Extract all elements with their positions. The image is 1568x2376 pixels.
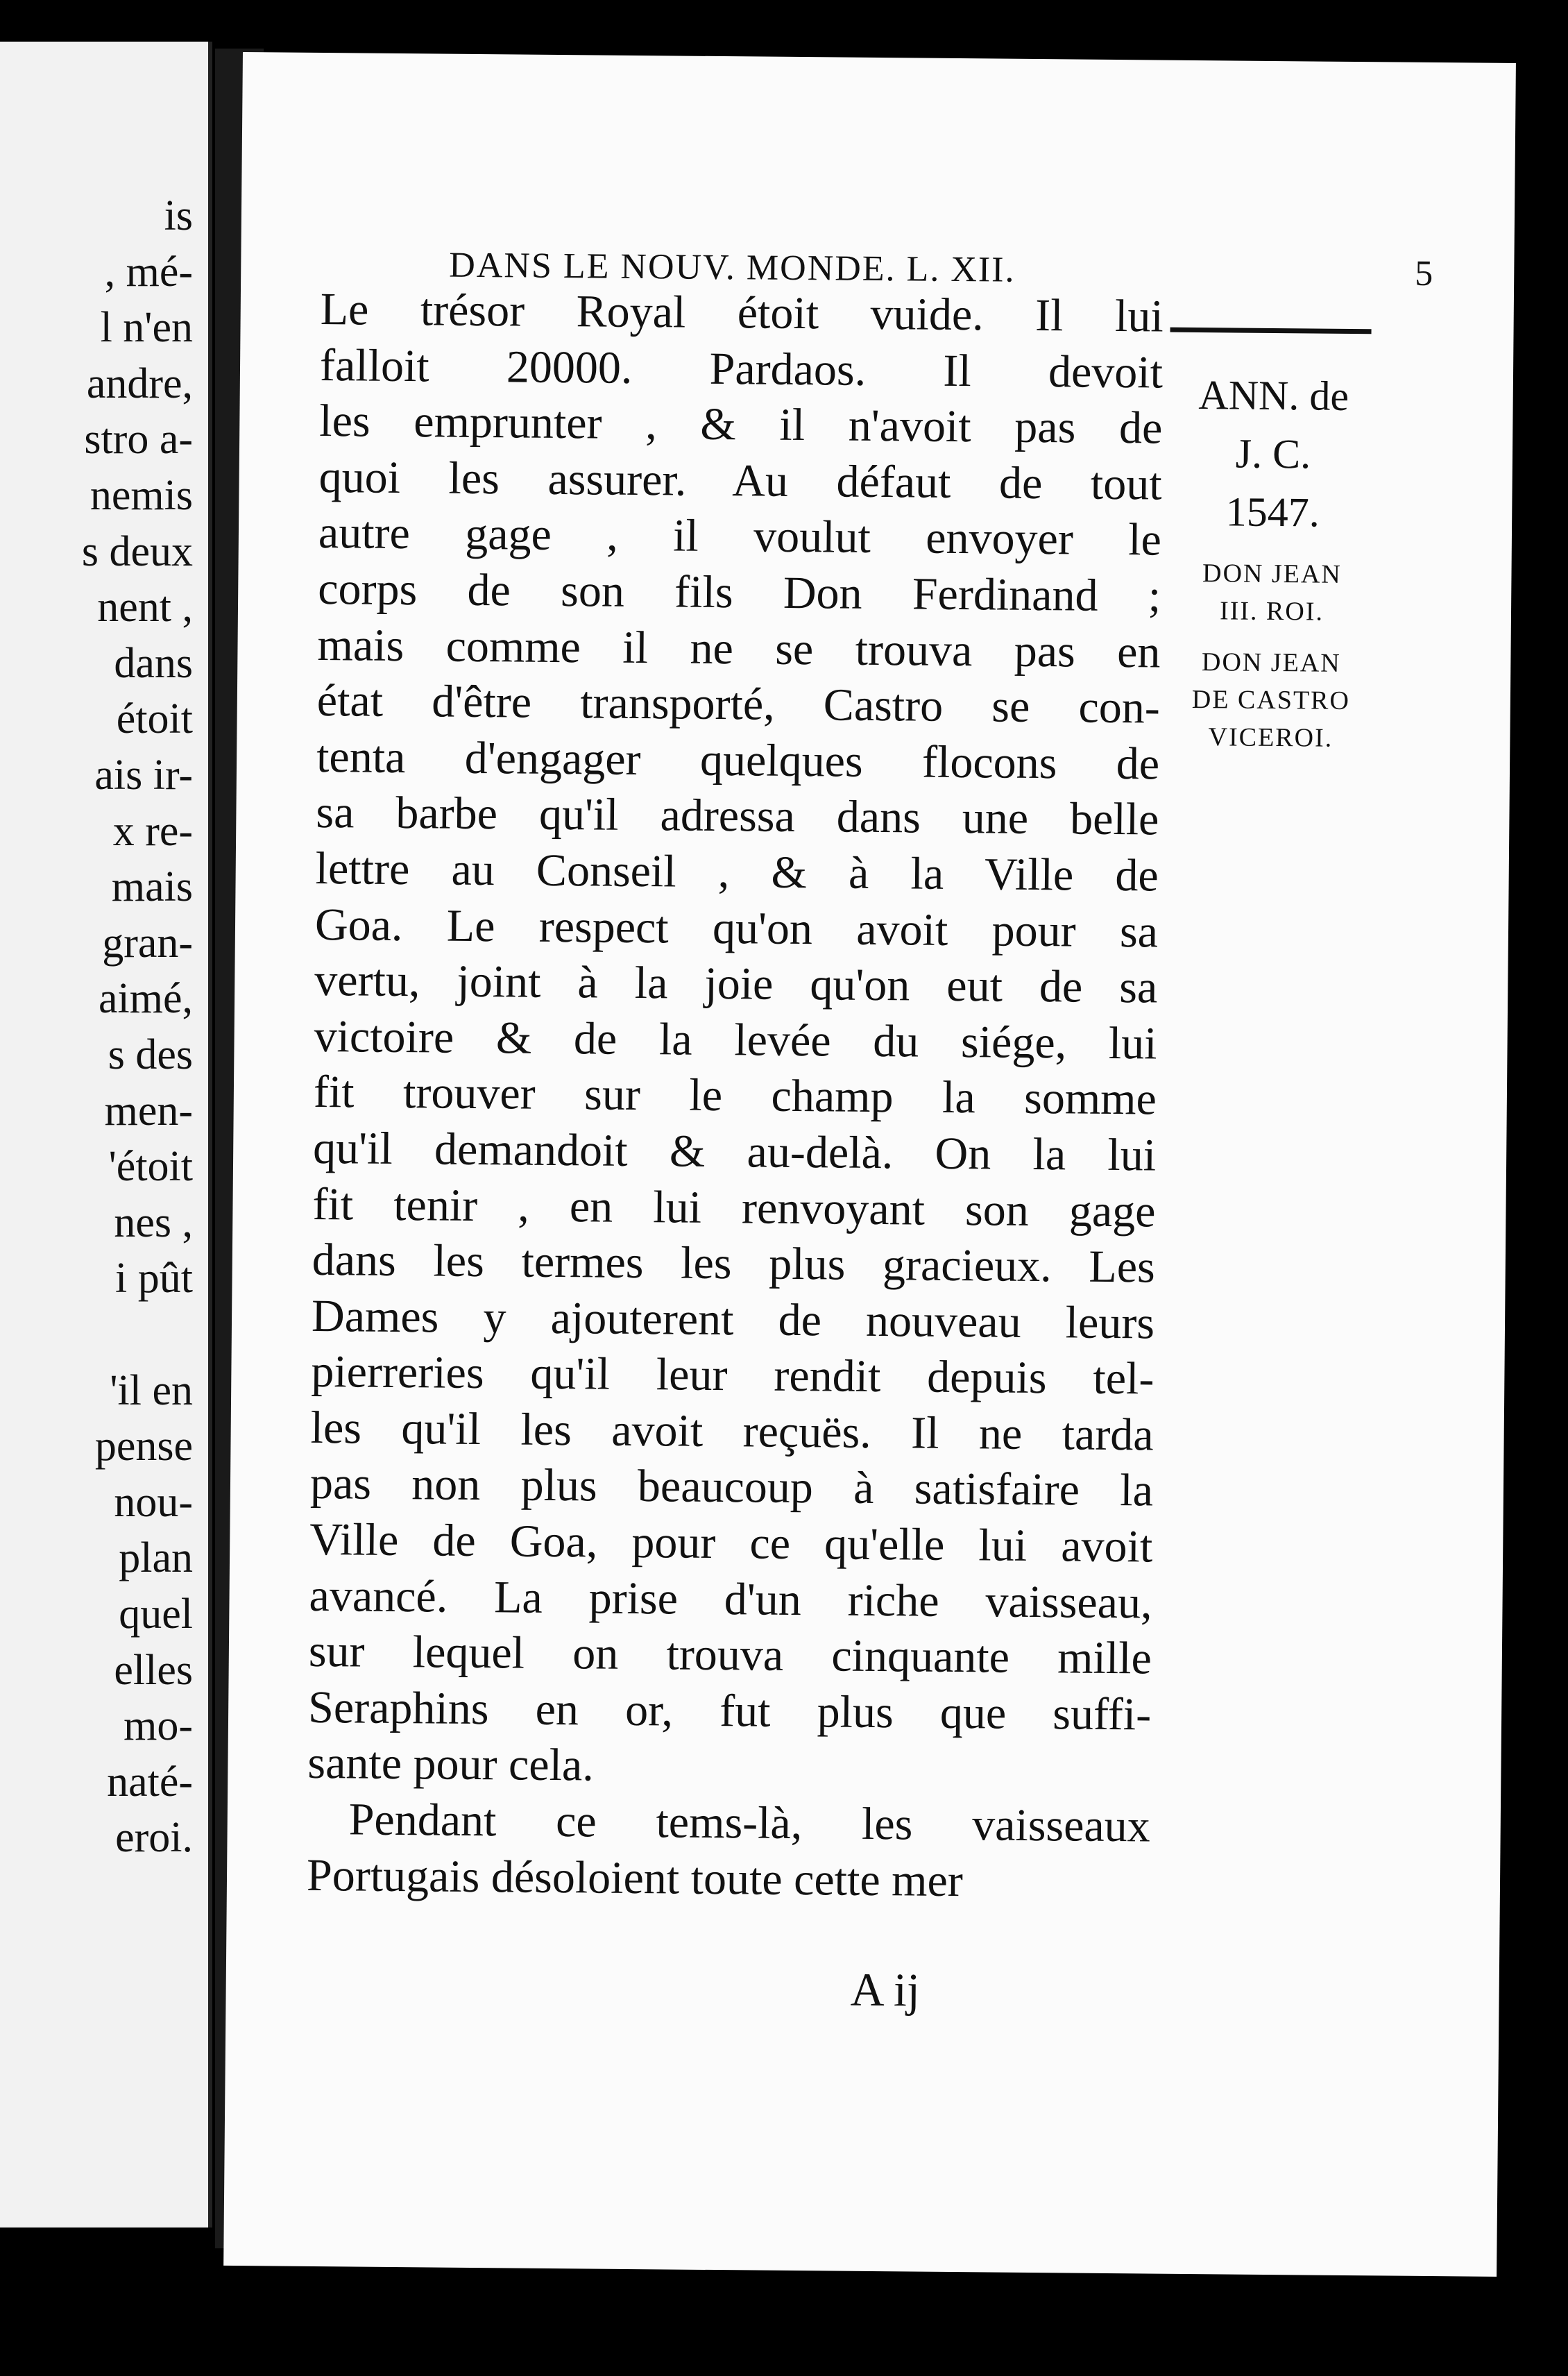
left-page-line: dans: [114, 639, 193, 687]
body-line: corps de son fils Don Ferdinand ;: [317, 563, 1161, 622]
margin-note-viceroy-2: DE CASTRO: [1191, 684, 1351, 715]
body-line: vertu, joint à la joie qu'on eut de sa: [314, 955, 1158, 1013]
body-line: les qu'il les avoit reçuës. Il ne tarda: [310, 1402, 1154, 1461]
body-line: quoi les assurer. Au défaut de tout: [318, 451, 1162, 510]
left-page-line: naté-: [107, 1758, 193, 1806]
body-line: Goa. Le respect qu'on avoit pour sa: [314, 899, 1159, 958]
body-line: mais comme il ne se trouva pas en: [317, 619, 1161, 678]
left-page-line: nes ,: [114, 1198, 193, 1246]
left-page-line: nent ,: [97, 584, 193, 631]
body-line: pas non plus beaucoup à satisfaire la: [309, 1458, 1154, 1516]
left-page-fragment: [0, 42, 212, 2228]
left-page-line: étoit: [116, 695, 193, 743]
left-page-line: i pût: [115, 1255, 193, 1302]
left-page-line: aimé,: [99, 975, 193, 1023]
left-page-line: plan: [119, 1534, 193, 1582]
left-page-line: 'étoit: [108, 1143, 193, 1191]
body-line: fit tenir , en lui renvoyant son gage: [312, 1178, 1156, 1237]
body-line: fit trouver sur le champ la somme: [313, 1067, 1157, 1125]
margin-note-era: J. C.: [1235, 430, 1311, 477]
left-page-line: andre,: [86, 359, 193, 407]
body-line: Pendant ce tems-là, les vaisseaux: [348, 1794, 1151, 1852]
body-line: falloit 20000. Pardaos. Il devoit: [319, 339, 1164, 398]
left-page-line: nou-: [114, 1478, 193, 1526]
left-page-line: stro a-: [84, 416, 193, 464]
margin-note-year-label: ANN. de: [1198, 372, 1349, 419]
left-page-line: mo-: [123, 1702, 193, 1750]
body-line: Seraphins en or, fut plus que suffi-: [307, 1681, 1152, 1740]
body-line: qu'il demandoit & au-delà. On la lui: [312, 1122, 1157, 1181]
body-line: Le trésor Royal étoit vuide. Il lui: [320, 283, 1164, 342]
margin-note-year: 1547.: [1225, 489, 1320, 536]
body-line: autre gage , il voulut envoyer le: [318, 507, 1162, 566]
body-line: sante pour cela.: [307, 1738, 595, 1791]
body-line: dans les termes les plus gracieux. Les: [312, 1234, 1156, 1293]
left-page-line: ais ir-: [94, 752, 193, 799]
left-page-line: 'il en: [110, 1366, 193, 1414]
margin-note-king-1: DON JEAN: [1202, 559, 1343, 589]
body-line: victoire & de la levée du siége, lui: [314, 1010, 1157, 1069]
signature-mark: A ij: [850, 1962, 921, 2017]
body-line: Dames y ajouterent de nouveau leurs: [311, 1290, 1155, 1349]
body-text: [307, 282, 1164, 1911]
body-line: sa barbe qu'il adressa dans une belle: [316, 787, 1159, 845]
page-number: 5: [1415, 253, 1435, 294]
body-line: lettre au Conseil , & à la Ville de: [315, 842, 1159, 901]
margin-note-viceroy-1: DON JEAN: [1201, 647, 1341, 678]
body-line: les emprunter , & il n'avoit pas de: [319, 396, 1163, 454]
margin-note-king-2: III. ROI.: [1219, 596, 1324, 627]
running-head-title: DANS LE NOUV. MONDE. L. XII.: [449, 245, 1016, 290]
left-page-line: s deux: [81, 527, 193, 575]
margin-notes: [1159, 366, 1385, 758]
body-line: sur lequel on trouva cinquante mille: [308, 1626, 1152, 1684]
margin-rule: [1170, 328, 1372, 334]
left-page-line: men-: [104, 1087, 193, 1135]
body-line: Portugais désoloient toute cette mer: [306, 1849, 964, 1906]
body-line: pierreries qu'il leur rendit depuis tel-: [311, 1346, 1154, 1405]
left-page-line: l n'en: [100, 304, 193, 352]
left-page-line: quel: [119, 1590, 193, 1638]
left-page-line: is: [164, 192, 193, 239]
left-page-line: mais: [111, 863, 193, 911]
body-line: tenta d'engager quelques flocons de: [316, 731, 1160, 790]
left-page-line: gran-: [102, 919, 193, 967]
left-page-line: eroi.: [115, 1814, 193, 1862]
left-page-line: pense: [94, 1423, 193, 1470]
left-page-line: elles: [114, 1646, 193, 1694]
body-line: avancé. La prise d'un riche vaisseau,: [309, 1570, 1152, 1629]
left-page-line: x re-: [112, 807, 193, 855]
right-page: [223, 52, 1516, 2277]
body-line: état d'être transporté, Castro se con-: [316, 675, 1161, 733]
body-line: Ville de Goa, pour ce qu'elle lui avoit: [309, 1513, 1153, 1572]
left-page-line: s des: [108, 1031, 193, 1078]
left-page-line: , mé-: [104, 248, 193, 296]
left-page-line: nemis: [90, 472, 193, 519]
margin-note-viceroy-3: VICEROI.: [1208, 722, 1333, 753]
